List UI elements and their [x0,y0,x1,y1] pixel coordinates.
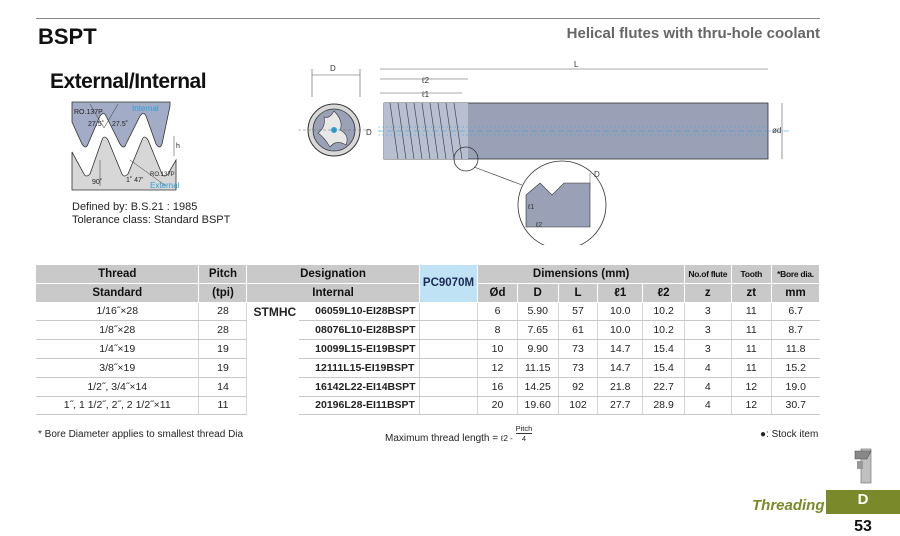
stock-legend: ●: Stock item [760,429,819,440]
table-row [36,340,820,359]
angle-left-label: 27.5˚ [88,121,104,128]
th-zt: zt [731,283,771,302]
formula-l2: ℓ2 - [500,434,513,444]
od-cell: 16 [478,377,517,396]
end-view-d-label: D [330,64,336,73]
designation-prefix [247,358,299,377]
designation-prefix [247,340,299,359]
bore-cell: 6.7 [771,302,819,321]
header-rule [36,18,820,19]
od-cell: 8 [478,321,517,340]
detail-d-label: D [594,170,600,179]
defined-by: Defined by: B.S.21 : 1985 [72,201,198,213]
l1-cell: 14.7 [598,358,643,377]
bore-note: * Bore Diameter applies to smallest thread Dia [38,429,244,440]
l2-cell: 28.9 [643,396,685,415]
l-cell: 102 [558,396,598,415]
d-cell: 9.90 [517,340,558,359]
l1-cell: 21.8 [598,377,643,396]
zt-cell: 12 [731,396,771,415]
pc9070m-cell [419,340,478,359]
page-subtitle: Helical flutes with thru-hole coolant [566,25,820,42]
pitch-cell: 19 [199,358,247,377]
side-label: Threading [752,497,825,514]
l1-cell: 14.7 [598,340,643,359]
d-cell: 7.65 [517,321,558,340]
detail-l1-label: ℓ1 [528,204,535,211]
th-internal: Internal [247,283,419,302]
d-cell: 11.15 [517,358,558,377]
threading-tool-icon [847,445,887,487]
table-row [36,396,820,415]
z-cell: 3 [684,340,731,359]
angle-147-label: 1˚ 47' [126,177,144,184]
od-cell: 20 [478,396,517,415]
thread-cell: 3/8˝×19 [36,358,199,377]
l1-cell: 10.0 [598,321,643,340]
zt-cell: 11 [731,358,771,377]
max-thread-formula [385,424,532,443]
od-cell: 6 [478,302,517,321]
dim-l2-label: ℓ2 [422,76,430,85]
pc9070m-cell [419,377,478,396]
angle-right-label: 27.5˚ [112,121,128,128]
designation-prefix: STMHC [253,304,297,319]
th-pitch: Pitch [199,265,247,283]
bore-cell: 15.2 [771,358,819,377]
table-row [36,302,820,321]
designation-cell: 20196L28-EI11BSPT [299,396,419,415]
table-row [36,321,820,340]
d-cell: 14.25 [517,377,558,396]
side-tab-letter: D [857,491,869,508]
th-dimensions: Dimensions (mm) [478,265,685,283]
formula-prefix: Maximum thread length = [385,433,499,445]
thread-cell: 1/4˝×19 [36,340,199,359]
th-od: Ød [478,283,517,302]
zt-cell: 11 [731,302,771,321]
zt-cell: 12 [731,377,771,396]
th-pc9070m: PC9070M [419,265,478,302]
pc9070m-cell [419,396,478,415]
internal-label: Internal [132,104,159,113]
designation-cell: 16142L22-EI14BSPT [299,377,419,396]
th-d: D [517,283,558,302]
thread-cell: 1/16˝×28 [36,302,199,321]
dim-l-label: L [574,60,579,69]
z-cell: 3 [684,302,731,321]
l1-cell: 27.7 [598,396,643,415]
l2-cell: 15.4 [643,358,685,377]
z-cell: 4 [684,396,731,415]
designation-cell: 10099L15-EI19BSPT [299,340,419,359]
section-title: External/Internal [50,70,207,93]
th-l: L [558,283,598,302]
tolerance-class: Tolerance class: Standard BSPT [72,214,231,226]
bore-cell: 19.0 [771,377,819,396]
ro-bottom-label: RO.137P [150,172,175,178]
l1-cell: 10.0 [598,302,643,321]
ro-top-label: RO.137P [74,109,103,116]
z-cell: 4 [684,377,731,396]
spec-table-body [36,302,820,415]
pitch-cell: 28 [199,302,247,321]
formula-numerator: Pitch [515,424,533,433]
d-cell: 5.90 [517,302,558,321]
h-label: h [176,143,180,150]
l-cell: 57 [558,302,598,321]
th-z: z [684,283,731,302]
external-label: External [150,181,180,190]
designation-cell: 08076L10-EI28BSPT [299,321,419,340]
th-tpi: (tpi) [199,283,247,302]
designation-prefix [247,396,299,415]
th-bore: *Bore dia. [771,265,819,283]
d-cell: 19.60 [517,396,558,415]
pc9070m-cell [419,358,478,377]
tool-diagram [290,55,810,245]
designation-cell: 06059L10-EI28BSPT [299,302,419,321]
formula-denominator: 4 [521,434,527,443]
pitch-cell: 28 [199,321,247,340]
zt-cell: 11 [731,321,771,340]
thread-cell: 1/2˝, 3/4˝×14 [36,377,199,396]
zt-cell: 11 [731,340,771,359]
th-nflute: No.of flute [684,265,731,283]
thread-cell: 1˝, 1 1/2˝, 2˝, 2 1/2˝×11 [36,396,199,415]
od-cell: 10 [478,340,517,359]
l-cell: 61 [558,321,598,340]
thread-cell: 1/8˝×28 [36,321,199,340]
od-cell: 12 [478,358,517,377]
l2-cell: 22.7 [643,377,685,396]
th-tooth: Tooth [731,265,771,283]
pitch-cell: 19 [199,340,247,359]
ninety-label: 90˚ [92,179,103,186]
pc9070m-cell [419,302,478,321]
designation-cell: 12111L15-EI19BSPT [299,358,419,377]
bore-cell: 30.7 [771,396,819,415]
l-cell: 73 [558,340,598,359]
table-row [36,358,820,377]
pitch-cell: 11 [199,396,247,415]
l2-cell: 15.4 [643,340,685,359]
pc9070m-cell [419,321,478,340]
designation-prefix [247,377,299,396]
z-cell: 3 [684,321,731,340]
th-l1: ℓ1 [598,283,643,302]
spec-info [72,201,230,227]
detail-l2-label: ℓ2 [536,222,543,229]
spec-table [36,265,820,415]
dim-l1-label: ℓ1 [422,90,430,99]
bore-cell: 11.8 [771,340,819,359]
l2-cell: 10.2 [643,302,685,321]
dim-d-side-label: D [366,128,372,137]
th-standard: Standard [36,283,199,302]
table-row [36,377,820,396]
page-number: 53 [854,518,872,535]
l-cell: 92 [558,377,598,396]
designation-prefix [247,321,299,340]
l-cell: 73 [558,358,598,377]
l2-cell: 10.2 [643,321,685,340]
dim-od-label: ød [772,126,782,135]
z-cell: 4 [684,358,731,377]
thread-profile-diagram [70,100,192,192]
bore-cell: 8.7 [771,321,819,340]
th-designation: Designation [247,265,419,283]
page-title: BSPT [38,24,97,49]
th-thread: Thread [36,265,199,283]
th-l2: ℓ2 [643,283,685,302]
th-mm: mm [771,283,819,302]
pitch-cell: 14 [199,377,247,396]
